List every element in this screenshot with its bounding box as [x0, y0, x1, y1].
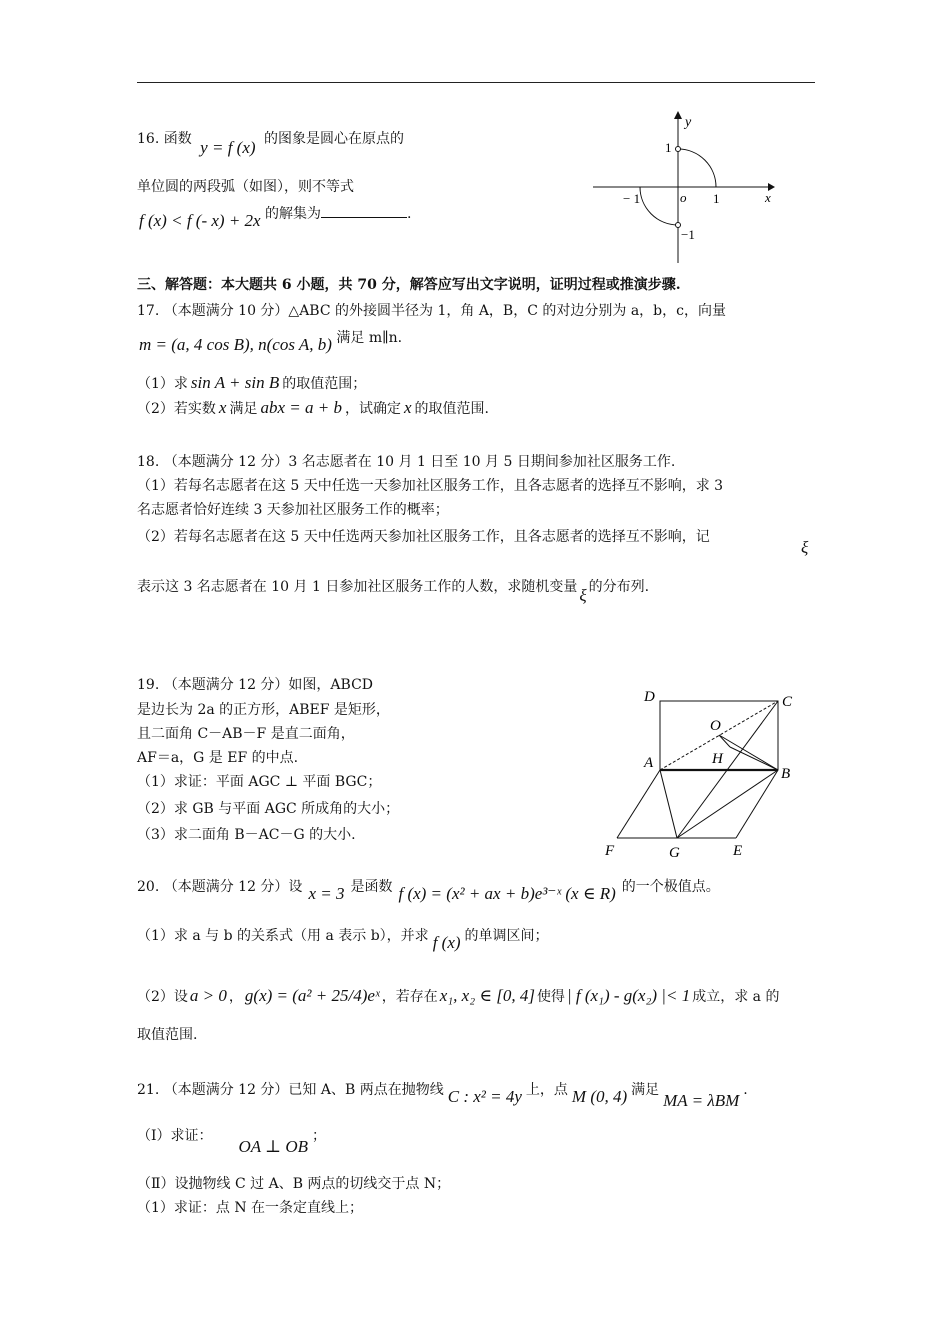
q18-line3: 名志愿者恰好连续 3 天参加社区服务工作的概率； — [137, 502, 449, 518]
q18-line5 — [137, 576, 650, 605]
q17-part2-mid2: ，试确定 — [344, 401, 401, 417]
q18-xi-1: ξ — [801, 538, 809, 557]
q17-part2 — [137, 398, 489, 419]
q21-part2-1: （1）求证：点 N 在一条定直线上； — [137, 1200, 364, 1216]
q21-vector-relation: MA = λBM — [663, 1091, 740, 1110]
q16-function-expression: y = f (x) — [200, 138, 256, 157]
q21-part1-end: ； — [312, 1128, 327, 1144]
q20-part1-post: 的单调区间； — [464, 928, 549, 944]
label-A: A — [644, 755, 654, 771]
q17-part2-mid: 满足 — [229, 401, 258, 417]
q20-part1-math: f (x) — [432, 933, 461, 952]
q16-inequality: f (x) < f (- x) + 2x — [139, 211, 261, 230]
q18-line5-text: 表示这 3 名志愿者在 10 月 1 日参加社区服务工作的人数，求随机变量 — [137, 579, 578, 595]
tick-y-neg1: −1 — [681, 227, 695, 242]
q19-line1: 19. （本题满分 12 分）如图，ABCD — [137, 677, 374, 693]
label-D: D — [644, 689, 655, 705]
q18-line4: （2）若每名志愿者在这 5 天中任选两天参加社区服务工作，且各志愿者的选择互不影响，记 — [137, 529, 710, 545]
label-E: E — [733, 843, 743, 859]
open-point-top — [676, 147, 681, 152]
edge-AG — [660, 770, 677, 838]
q17-vectors: m = (a, 4 cos B), n(cos A, b) — [139, 335, 332, 354]
q19-line4: AF＝a，G 是 EF 的中点. — [137, 750, 299, 766]
q17-part1-post: 的取值范围； — [282, 376, 367, 392]
q20-a-positive: a > 0 — [189, 986, 227, 1005]
label-C: C — [782, 694, 793, 710]
q16-line3 — [139, 203, 412, 230]
q20-part1 — [137, 925, 549, 952]
q18-xi-2: ξ — [579, 586, 587, 605]
q21-part1-pre: （Ⅰ）求证： — [137, 1128, 213, 1144]
open-point-bottom — [676, 223, 681, 228]
label-O: O — [710, 718, 721, 734]
q19-line2: 是边长为 2a 的正方形，ABEF 是矩形， — [137, 702, 390, 718]
q20-part1-pre: （1）求 a 与 b 的关系式（用 a 表示 b），并求 — [137, 928, 429, 944]
upper-arc — [678, 149, 716, 187]
q21-part1 — [137, 1125, 327, 1156]
header-rule — [137, 82, 815, 83]
q17-part1 — [137, 373, 366, 394]
edge-BE — [736, 770, 778, 838]
q18-line1: 18. （本题满分 12 分）3 名志愿者在 10 月 1 日至 10 月 5 日期间参加社区服务工作. — [137, 454, 676, 470]
edge-AF — [617, 770, 660, 838]
q20-line1 — [137, 876, 720, 903]
q20-line1-post: 的一个极值点。 — [621, 879, 720, 895]
q20-part2-post: 成立，求 a 的 — [692, 989, 780, 1005]
q20-function: f (x) = (x² + ax + b)e³⁻ˣ (x ∈ R) — [398, 884, 616, 903]
q21-line1-pre: 21. （本题满分 12 分）已知 A、B 两点在抛物线 — [137, 1082, 444, 1098]
q20-line1-pre: 20. （本题满分 12 分）设 — [137, 879, 303, 895]
q16-period: . — [407, 206, 412, 222]
q17-line2-text: 满足 m∥n. — [336, 330, 403, 346]
origin-label: o — [680, 190, 687, 205]
q17-line1: 17. （本题满分 10 分）△ABC 的外接圆半径为 1，角 A，B，C 的对边分别为 a，b，c，向量 — [137, 303, 726, 319]
q21-line1 — [137, 1079, 748, 1110]
q16-line1 — [137, 128, 404, 157]
section-3-heading: 三、解答题：本大题共 6 小题，共 70 分，解答应写出文字说明，证明过程或推演步骤. — [137, 277, 681, 293]
q20-g-function: g(x) = (a² + 25/4)eˣ — [244, 986, 380, 1005]
lower-arc — [640, 187, 678, 225]
q21-line1-mid2: 满足 — [631, 1082, 660, 1098]
q17-part2-var: x — [218, 398, 227, 417]
q19-part3: （3）求二面角 B－AC－G 的大小. — [137, 827, 356, 843]
q17-part2-pre: （2）若实数 — [137, 401, 216, 417]
q20-x-range: x₁, x₂ ∈ [0, 4] — [439, 986, 535, 1005]
q19-part1: （1）求证：平面 AGC ⊥ 平面 BGC； — [137, 774, 382, 790]
q17-part2-post: 的取值范围. — [414, 401, 489, 417]
q17-part2-var2: x — [403, 398, 412, 417]
y-label: y — [685, 115, 692, 130]
label-B: B — [781, 766, 791, 782]
q17-part1-pre: （1）求 — [137, 376, 188, 392]
q20-sep: ， — [228, 989, 243, 1005]
q20-part2-mid2: 使得 — [536, 989, 565, 1005]
tick-x-1: 1 — [713, 191, 720, 206]
q21-line1-mid: 上，点 — [525, 1082, 568, 1098]
q20-part2-mid: ，若存在 — [381, 989, 438, 1005]
q17-line2 — [139, 327, 403, 354]
q18-line2: （1）若每名志愿者在这 5 天中任选一天参加社区服务工作，且各志愿者的选择互不影响，求 3 — [137, 478, 724, 494]
q18-line5-post: 的分布列. — [588, 579, 650, 595]
q20-part2-pre: （2）设 — [137, 989, 188, 1005]
q21-part2: （Ⅱ）设抛物线 C 过 A、B 两点的切线交于点 N； — [137, 1176, 451, 1192]
q21-line1-end: . — [743, 1082, 748, 1098]
q21-point-M: M (0, 4) — [571, 1087, 628, 1106]
q20-part2 — [137, 986, 779, 1007]
q17-part1-math: sin A + sin B — [190, 373, 280, 392]
x-label: x — [765, 190, 771, 205]
q20-abs-inequality: | f (x₁) - g(x₂) |< 1 — [566, 986, 691, 1005]
q16-graph — [585, 108, 785, 268]
y-axis-arrow — [674, 111, 682, 119]
label-F: F — [605, 843, 615, 859]
q20-part2-line2: 取值范围. — [137, 1027, 198, 1043]
q19-line3: 且二面角 C－AB－F 是直二面角， — [137, 726, 355, 742]
q20-x-equals-3: x = 3 — [308, 884, 345, 903]
edge-BG — [677, 770, 778, 838]
q19-part2: （2）求 GB 与平面 AGC 所成角的大小； — [137, 801, 400, 817]
label-H: H — [712, 751, 723, 767]
q20-line1-mid: 是函数 — [350, 879, 393, 895]
q21-parabola: C : x² = 4y — [447, 1087, 522, 1106]
q21-perpendicular: OA ⊥ OB — [238, 1137, 309, 1156]
q17-part2-math: abx = a + b — [260, 398, 342, 417]
q16-number-text: 16. 函数 — [137, 131, 192, 147]
q16-line2: 单位圆的两段弧（如图），则不等式 — [137, 179, 354, 195]
q16-answer-blank — [321, 203, 407, 218]
label-G: G — [669, 845, 680, 861]
q16-line3-text: 的解集为 — [265, 206, 322, 222]
tick-y-1: 1 — [665, 140, 672, 155]
tick-x-neg1: − 1 — [623, 191, 641, 206]
q16-line1-text: 的图象是圆心在原点的 — [263, 131, 404, 147]
q19-figure — [600, 685, 800, 865]
segment-HB — [730, 747, 778, 770]
